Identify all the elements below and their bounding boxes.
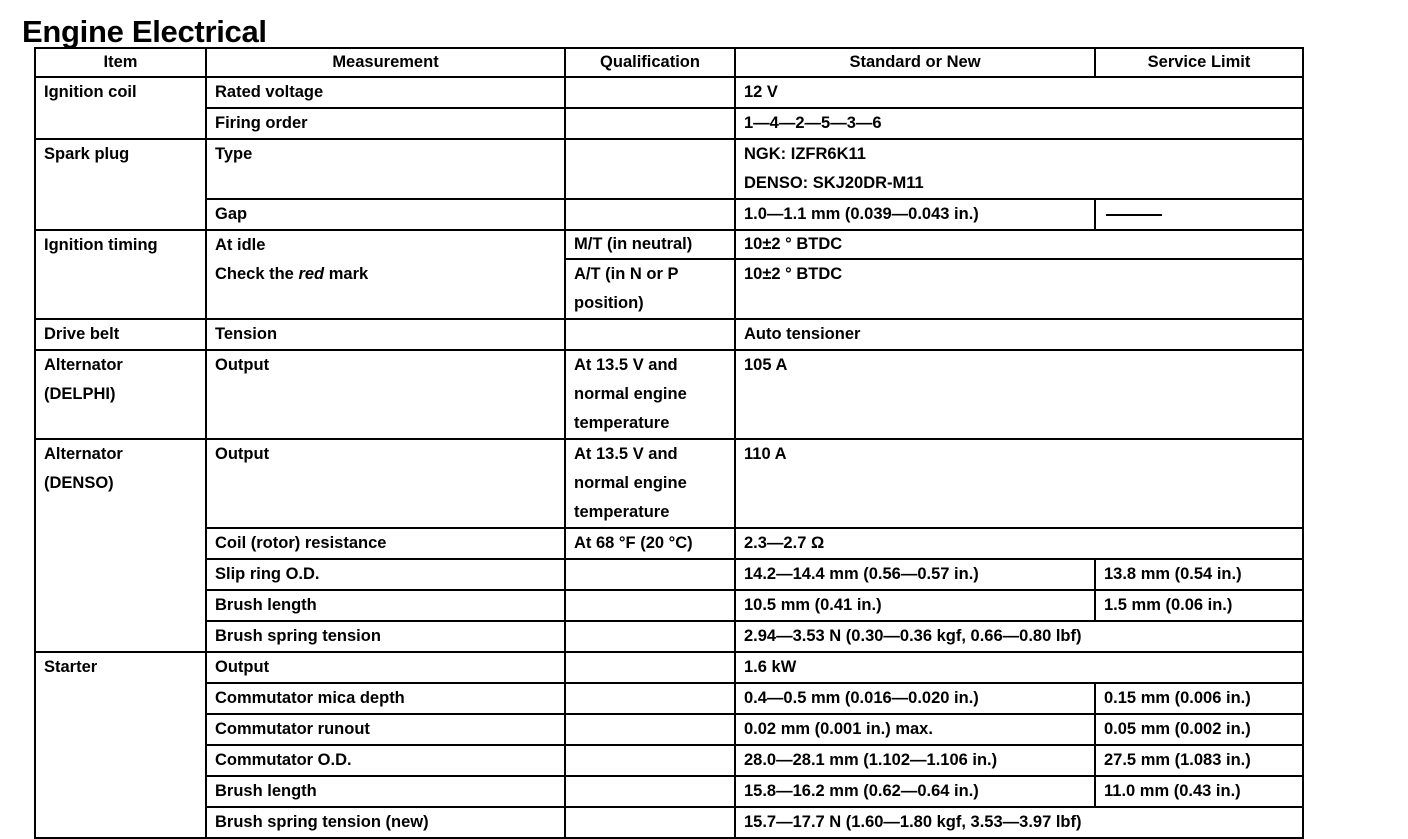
service-limit-cell: 0.15 mm (0.006 in.) <box>1095 683 1303 714</box>
header-qualification: Qualification <box>565 48 735 77</box>
qualification-line: M/T (in neutral) <box>566 231 734 260</box>
measurement-cell: Coil (rotor) resistance <box>206 528 565 559</box>
qualification-cell <box>565 683 735 714</box>
table-row <box>35 108 1303 139</box>
table-row <box>35 350 1303 439</box>
standard-cell: 2.94—3.53 N (0.30—0.36 kgf, 0.66—0.80 lbf) <box>735 621 1303 652</box>
standard-cell: 1.0—1.1 mm (0.039—0.043 in.) <box>735 199 1095 230</box>
item-line: (DENSO) <box>44 474 114 492</box>
table-row <box>35 621 1303 652</box>
qualification-line: At 13.5 V and <box>574 445 678 463</box>
standard-line: 10±2 ° BTDC <box>744 265 843 283</box>
table-row <box>35 319 1303 350</box>
qualification-cell <box>565 590 735 621</box>
measurement-text: mark <box>324 265 369 283</box>
qualification-cell <box>565 230 735 319</box>
item-cell <box>35 439 206 652</box>
measurement-cell: Brush spring tension (new) <box>206 807 565 838</box>
emphasis-text: red <box>298 265 325 283</box>
item-line: (DELPHI) <box>44 385 116 403</box>
item-cell: Ignition coil <box>35 77 206 139</box>
standard-line: DENSO: SKJ20DR-M11 <box>744 174 924 192</box>
qualification-cell <box>565 745 735 776</box>
service-limit-cell: 13.8 mm (0.54 in.) <box>1095 559 1303 590</box>
measurement-cell: Commutator runout <box>206 714 565 745</box>
standard-cell: 15.8—16.2 mm (0.62—0.64 in.) <box>735 776 1095 807</box>
qualification-cell <box>565 199 735 230</box>
item-cell: Drive belt <box>35 319 206 350</box>
item-cell <box>35 350 206 439</box>
table-row <box>35 590 1303 621</box>
standard-cell: 14.2—14.4 mm (0.56—0.57 in.) <box>735 559 1095 590</box>
standard-cell: 10.5 mm (0.41 in.) <box>735 590 1095 621</box>
measurement-cell: Type <box>206 139 565 199</box>
item-cell: Starter <box>35 652 206 838</box>
qualification-cell <box>565 439 735 528</box>
item-cell: Spark plug <box>35 139 206 230</box>
header-service-limit: Service Limit <box>1095 48 1303 77</box>
spec-table <box>34 47 1304 839</box>
measurement-cell: Brush length <box>206 590 565 621</box>
qualification-line: normal engine <box>574 474 687 492</box>
qualification-cell <box>565 559 735 590</box>
qualification-cell <box>565 350 735 439</box>
table-row <box>35 199 1303 230</box>
measurement-cell: Brush length <box>206 776 565 807</box>
measurement-cell: Firing order <box>206 108 565 139</box>
qualification-line: normal engine <box>574 385 687 403</box>
qualification-line: At 13.5 V and <box>574 356 678 374</box>
standard-cell: 28.0—28.1 mm (1.102—1.106 in.) <box>735 745 1095 776</box>
measurement-text: Check the <box>215 265 299 283</box>
standard-cell: 105 A <box>735 350 1303 439</box>
qualification-cell <box>565 776 735 807</box>
table-row <box>35 439 1303 528</box>
standard-cell: 1—4—2—5—3—6 <box>735 108 1303 139</box>
table-row <box>35 776 1303 807</box>
standard-cell <box>735 139 1303 199</box>
qualification-text: A/T (in N or P <box>574 265 679 283</box>
service-limit-cell: 27.5 mm (1.083 in.) <box>1095 745 1303 776</box>
standard-cell: 2.3—2.7 Ω <box>735 528 1303 559</box>
table-row <box>35 528 1303 559</box>
standard-cell: 15.7—17.7 N (1.60—1.80 kgf, 3.53—3.97 lbf) <box>735 807 1303 838</box>
standard-cell: 12 V <box>735 77 1303 108</box>
table-row <box>35 77 1303 108</box>
standard-line: 10±2 ° BTDC <box>736 231 1302 260</box>
measurement-cell: Rated voltage <box>206 77 565 108</box>
qualification-cell <box>565 139 735 199</box>
qualification-cell <box>565 77 735 108</box>
measurement-cell <box>206 230 565 319</box>
header-item: Item <box>35 48 206 77</box>
qualification-cell <box>565 652 735 683</box>
table-row <box>35 683 1303 714</box>
qualification-cell <box>565 714 735 745</box>
measurement-cell: Output <box>206 439 565 528</box>
standard-cell: 110 A <box>735 439 1303 528</box>
qualification-cell <box>565 319 735 350</box>
measurement-line <box>215 260 564 289</box>
table-row <box>35 745 1303 776</box>
service-limit-cell: 1.5 mm (0.06 in.) <box>1095 590 1303 621</box>
measurement-cell: Commutator O.D. <box>206 745 565 776</box>
service-limit-cell <box>1095 199 1303 230</box>
qualification-cell <box>565 621 735 652</box>
item-cell: Ignition timing <box>35 230 206 319</box>
header-measurement: Measurement <box>206 48 565 77</box>
page-title: Engine Electrical <box>22 14 267 49</box>
table-row <box>35 230 1303 319</box>
qualification-text: position) <box>574 294 644 312</box>
service-limit-cell: 0.05 mm (0.002 in.) <box>1095 714 1303 745</box>
qualification-cell: At 68 °F (20 °C) <box>565 528 735 559</box>
item-line: Alternator <box>44 445 123 463</box>
table-row <box>35 139 1303 199</box>
measurement-cell: Slip ring O.D. <box>206 559 565 590</box>
table-row <box>35 559 1303 590</box>
header-row <box>35 48 1303 77</box>
qualification-line <box>566 260 734 318</box>
table-row <box>35 652 1303 683</box>
service-limit-cell: 11.0 mm (0.43 in.) <box>1095 776 1303 807</box>
measurement-line: At idle <box>215 236 266 254</box>
standard-cell: 0.4—0.5 mm (0.016—0.020 in.) <box>735 683 1095 714</box>
standard-cell: 1.6 kW <box>735 652 1303 683</box>
standard-cell: Auto tensioner <box>735 319 1303 350</box>
measurement-cell: Commutator mica depth <box>206 683 565 714</box>
header-standard: Standard or New <box>735 48 1095 77</box>
limit-dash <box>1106 214 1162 216</box>
measurement-cell: Brush spring tension <box>206 621 565 652</box>
measurement-cell: Output <box>206 350 565 439</box>
qualification-cell <box>565 108 735 139</box>
measurement-cell: Gap <box>206 199 565 230</box>
measurement-cell: Output <box>206 652 565 683</box>
standard-line: NGK: IZFR6K11 <box>744 145 866 163</box>
qualification-line: temperature <box>574 414 670 432</box>
standard-cell <box>735 230 1303 319</box>
qualification-line: temperature <box>574 503 670 521</box>
item-line: Alternator <box>44 356 123 374</box>
measurement-cell: Tension <box>206 319 565 350</box>
standard-cell: 0.02 mm (0.001 in.) max. <box>735 714 1095 745</box>
table-row <box>35 714 1303 745</box>
